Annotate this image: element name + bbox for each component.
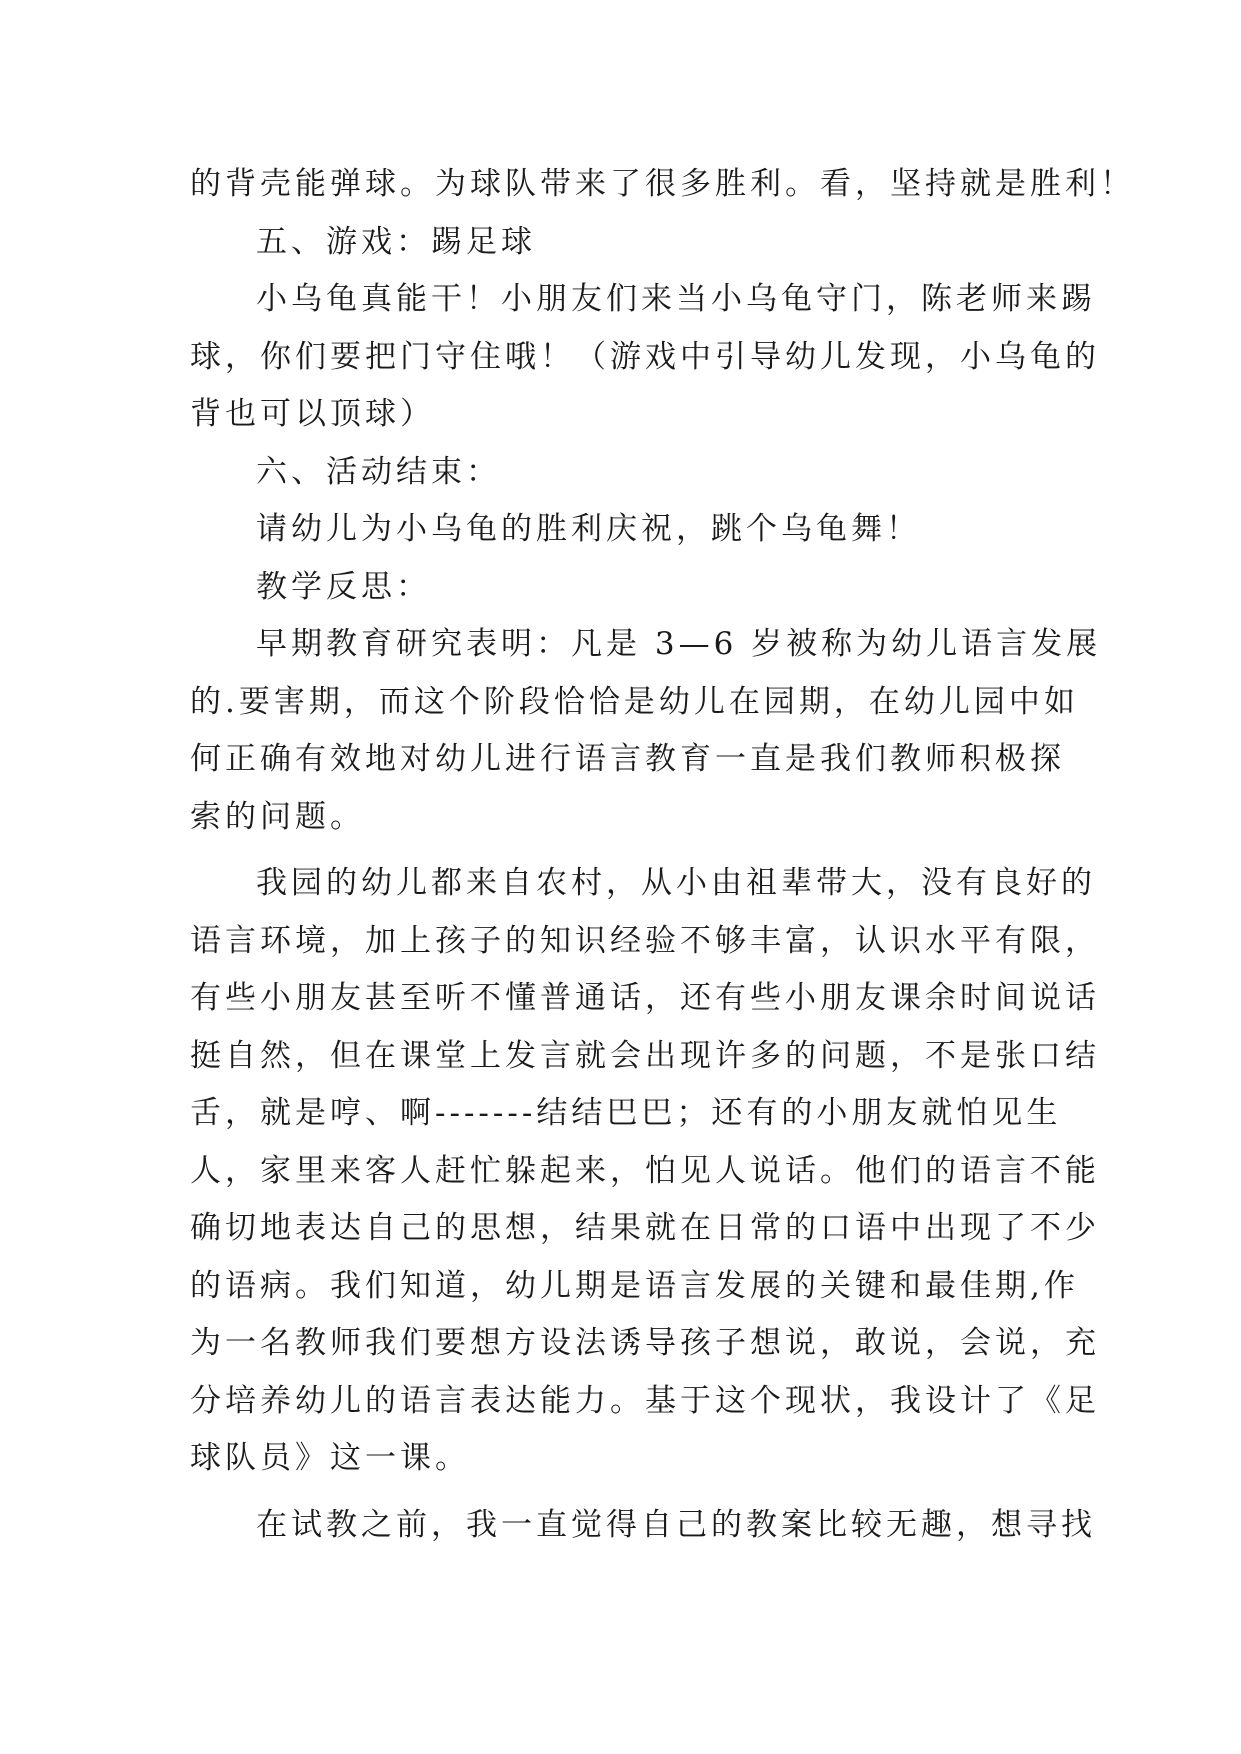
paragraph-line: 球，你们要把门守住哦！（游戏中引导幼儿发现，小乌龟的 (190, 338, 1100, 375)
paragraph-line: 背也可以顶球） (190, 396, 435, 432)
paragraph-line: 索的问题。 (190, 798, 365, 835)
paragraph-line: 挺自然，但在课堂上发言就会出现许多的问题，不是张口结 (190, 1037, 1100, 1074)
section-heading-activity-end: 六、活动结束： (256, 453, 501, 490)
paragraph-line: 球队员》这一课。 (190, 1440, 470, 1476)
paragraph-line: 请幼儿为小乌龟的胜利庆祝，跳个乌龟舞！ (256, 511, 921, 547)
paragraph-line: 在试教之前，我一直觉得自己的教案比较无趣，想寻找 (256, 1506, 1096, 1543)
paragraph-line: 语言环境，加上孩子的知识经验不够丰富，认识水平有限， (190, 922, 1100, 959)
paragraph-line: 何正确有效地对幼儿进行语言教育一直是我们教师积极探 (190, 741, 1065, 777)
paragraph-line: 舌，就是哼、啊-------结结巴巴；还有的小朋友就怕见生 (190, 1095, 1062, 1131)
paragraph-line: 确切地表达自己的思想，结果就在日常的口语中出现了不少 (190, 1210, 1100, 1246)
paragraph-line: 分培养幼儿的语言表达能力。基于这个现状，我设计了《足 (190, 1382, 1100, 1419)
section-heading-reflection: 教学反思： (256, 568, 431, 605)
paragraph-line: 早期教育研究表明：凡是 3—6 岁被称为幼儿语言发展 (256, 626, 1102, 662)
paragraph-line: 为一名教师我们要想方设法诱导孩子想说，敢说，会说，充 (190, 1325, 1100, 1361)
paragraph-line: 的语病。我们知道，幼儿期是语言发展的关键和最佳期,作 (190, 1267, 1079, 1304)
paragraph-line: 的背壳能弹球。为球队带来了很多胜利。看，坚持就是胜利！ (190, 166, 1135, 202)
section-heading-game: 五、游戏：踢足球 (256, 223, 536, 260)
paragraph-line: 小乌龟真能干！小朋友们来当小乌龟守门，陈老师来踢 (256, 281, 1096, 317)
paragraph-line: 人，家里来客人赶忙躲起来，怕见人说话。他们的语言不能 (190, 1152, 1100, 1189)
paragraph-line: 我园的幼儿都来自农村，从小由祖辈带大，没有良好的 (256, 865, 1096, 901)
paragraph-line: 的.要害期，而这个阶段恰恰是幼儿在园期，在幼儿园中如 (190, 683, 1079, 720)
document-body (190, 156, 1135, 1554)
paragraph-line: 有些小朋友甚至听不懂普通话，还有些小朋友课余时间说话 (190, 980, 1100, 1016)
